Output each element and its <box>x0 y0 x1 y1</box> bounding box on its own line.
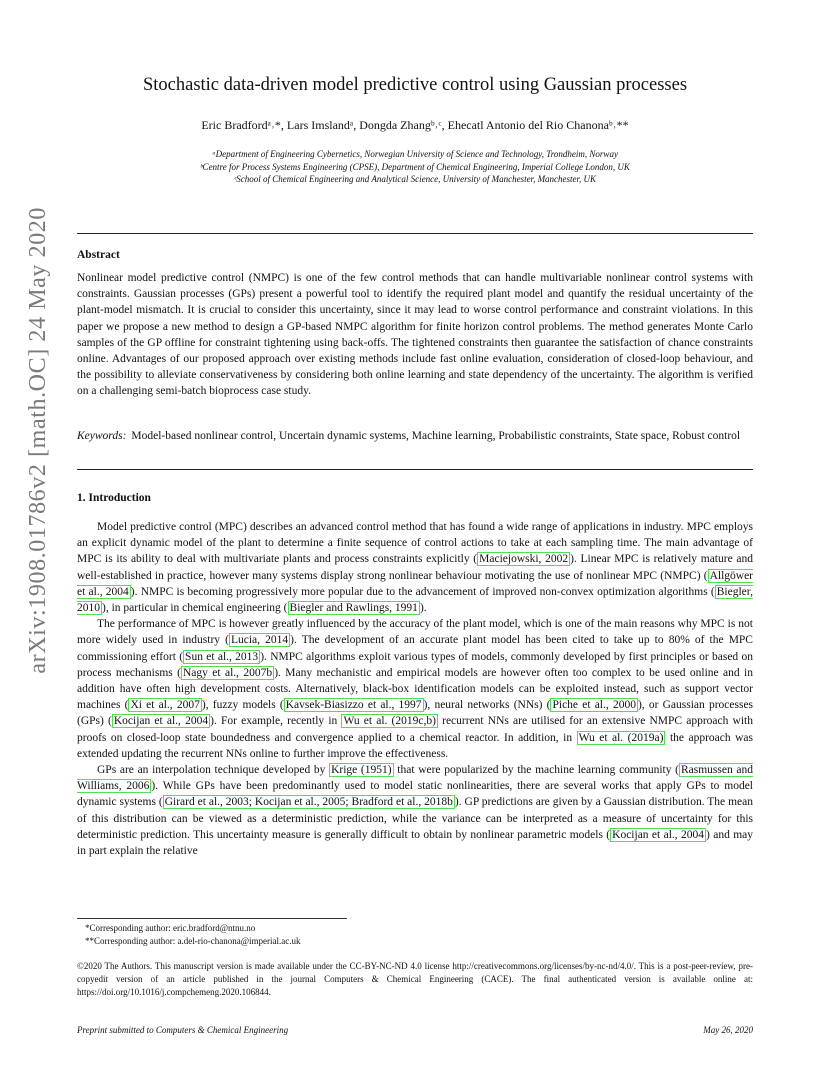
arxiv-id: arXiv:1908.01786v2 [math.OC] 24 May 2020 <box>24 206 51 674</box>
paragraph: Model predictive control (MPC) describes an advanced control method that has found a wide range of applications in industry. MPC employs an explicit dynamic model of the plant to determine a finite sequence of control actions to take at each sampling time. The main advantage of MPC is its ability to deal with multivariate plants and process constraints explicitly ( Maciejowski, 2002 ). Linear MPC is relatively mature and well-established in practice, however many systems display strong nonlinear behaviour motivating the use of nonlinear MPC (NMPC) ( Allgöwer et al., 2004 ). NMPC is becoming progressively more popular due to the advancement of improved non-convex optimization algorithms ( Biegler, 2010 ), in particular in chemical engineering ( Biegler and Rawlings, 1991 ). <box>77 521 753 615</box>
citation-link[interactable]: Girard et al., 2003; Kocijan et al., 2005; Bradford et al., 2018b <box>164 796 453 809</box>
abstract-divider <box>77 469 753 470</box>
citation-link[interactable]: Maciejowski, 2002 <box>479 553 569 566</box>
citation-link[interactable]: Biegler, 2010 <box>77 585 753 615</box>
footer-journal: Preprint submitted to Computers & Chemical Engineering <box>77 1025 289 1035</box>
paragraph: GPs are an interpolation technique developed by Krige (1951) that were popularized by the machine learning community ( Rasmussen and Williams, 2006 ). While GPs have been predominantly used to model static nonlinearities, there are several works that apply GPs to model dynamic systems ( Girard et al., 2003; Kocijan et al., 2005; Bradford et al., 2018b ). GP predictions are given by a Gaussian distribution. The mean of this distribution can be viewed as a deterministic prediction, while the variance can be interpreted as a measure of uncertainty for this deterministic prediction. This uncertainty measure is generally difficult to obtain by nonlinear parametric models ( Kocijan et al., 2004 ) and may in part explain the relative <box>77 764 754 858</box>
abstract-heading: Abstract <box>77 249 120 261</box>
keywords <box>77 428 753 444</box>
affiliation-a: ᵃDepartment of Engineering Cybernetics, Norwegian University of Science and Technology, Trondheim, Norway <box>212 149 618 159</box>
affiliations <box>77 148 753 186</box>
citation-link[interactable]: Allgöwer et al., 2004 <box>77 569 753 598</box>
author-list: Eric Bradfordᵃ˒*, Lars Imslandᵃ, Dongda Zhangᵇ˒ᶜ, Ehecatl Antonio del Rio Chanonaᵇ˒** <box>201 118 629 132</box>
arxiv-stamp <box>18 206 58 674</box>
keywords-text: Model-based nonlinear control, Uncertain dynamic systems, Machine learning, Probabilistic constraints, State space, Robust control <box>131 430 741 442</box>
citation-link[interactable]: Kocijan et al., 2004 <box>612 828 705 841</box>
footnote-divider <box>77 918 347 919</box>
page-footer <box>77 1025 753 1035</box>
citation-link[interactable]: Xi et al., 2007 <box>130 699 200 712</box>
citation-link[interactable]: Rasmussen and Williams, 2006 <box>77 764 754 793</box>
paper-title: Stochastic data-driven model predictive control using Gaussian processes <box>142 75 688 95</box>
footnotes <box>77 922 753 947</box>
intro-body <box>77 519 753 859</box>
citation-link[interactable]: Biegler and Rawlings, 1991 <box>289 602 418 615</box>
top-divider <box>77 233 753 234</box>
affiliation-b: ᵇCentre for Process Systems Engineering (CPSE), Department of Chemical Engineering, Imperial College London, UK <box>200 161 630 172</box>
citation-link[interactable]: Nagy et al., 2007b <box>182 666 273 679</box>
paragraph: The performance of MPC is however greatly influenced by the accuracy of the plant model, which is one of the main reasons why MPC is not more widely used in industry ( Lucia, 2014 ). The development of an accurate plant model has been cited to take up to 80% of the MPC commissioning effort ( Sun et al., 2013 ). NMPC algorithms exploit various types of models, commonly developed by first principles or based on process mechanisms ( Nagy et al., 2007b ). Many mechanistic and empirical models are however often too complex to be used online and in addition have often high development costs. Alternatively, black-box identification models can be exploited instead, such as support vector machines ( Xi et al., 2007 ), fuzzy models ( Kavsek-Biasizzo et al., 1997 ), neural networks (NNs) ( Piche et al., 2000 ), or Gaussian processes (GPs) ( Kocijan et al., 2004 ). For example, recently in Wu et al. (2019c,b) recurrent NNs are utilised for an extensive NMPC approach with proofs on closed-loop state boundedness and convergence applied to a chemical reactor. In addition, in Wu et al. (2019a) the approach was extended updating the recurrent NNs online to further improve the effectiveness. <box>77 618 754 760</box>
citation-link[interactable]: Kocijan et al., 2004 <box>113 715 209 728</box>
footer-date: May 26, 2020 <box>703 1025 753 1035</box>
license-notice: ©2020 The Authors. This manuscript version is made available under the CC-BY-NC-ND 4.0 license http://creativecommons.org/licenses/by-nc-nd/4.0/. This is a post-peer-review, pre-copyedit version of an article published in the journal Computers & Chemical Engineering (CACE). The final authenticated version is available online at: https://doi.org/10.1016/j.compchemeng.2020.106844. <box>77 961 753 997</box>
citation-link[interactable]: Lucia, 2014 <box>230 634 289 647</box>
citation-link[interactable]: Wu et al. (2019c,b) <box>343 715 436 728</box>
footnote: *Corresponding author: eric.bradford@ntnu.no <box>85 923 256 933</box>
citation-link[interactable]: Wu et al. (2019a) <box>578 731 664 744</box>
citation-link[interactable]: Kavsek-Biasizzo et al., 1997 <box>285 699 422 712</box>
section-heading: 1. Introduction <box>77 492 151 504</box>
affiliation-c: ᶜSchool of Chemical Engineering and Analytical Science, University of Manchester, Manchester, UK <box>233 174 597 184</box>
abstract-text: Nonlinear model predictive control (NMPC) is one of the few control methods that can handle multivariable nonlinear control systems with constraints. Gaussian processes (GPs) present a powerful tool to identify the required plant model and quantify the residual uncertainty of the plant-model mismatch. It is crucial to consider this uncertainty, since it may lead to worse control performance and constraint violations. In this paper we propose a new method to design a GP-based NMPC algorithm for finite horizon control problems. The method generates Monte Carlo samples of the GP offline for constraint tightening using back-offs. The tightened constraints then guarantee the satisfaction of chance constraints online. Advantages of our proposed approach over existing methods include fast online evaluation, consideration of closed-loop behaviour, and the possibility to alleviate conservativeness by considering both online learning and state dependency of the uncertainty. The algorithm is verified on a challenging semi-batch bioprocess case study. <box>77 272 753 398</box>
footnote: **Corresponding author: a.del-rio-chanona@imperial.ac.uk <box>85 935 301 946</box>
citation-link[interactable]: Sun et al., 2013 <box>185 650 259 663</box>
citation-link[interactable]: Piche et al., 2000 <box>552 699 636 712</box>
keywords-label: Keywords: <box>77 430 127 442</box>
citation-link[interactable]: Krige (1951) <box>331 764 392 777</box>
